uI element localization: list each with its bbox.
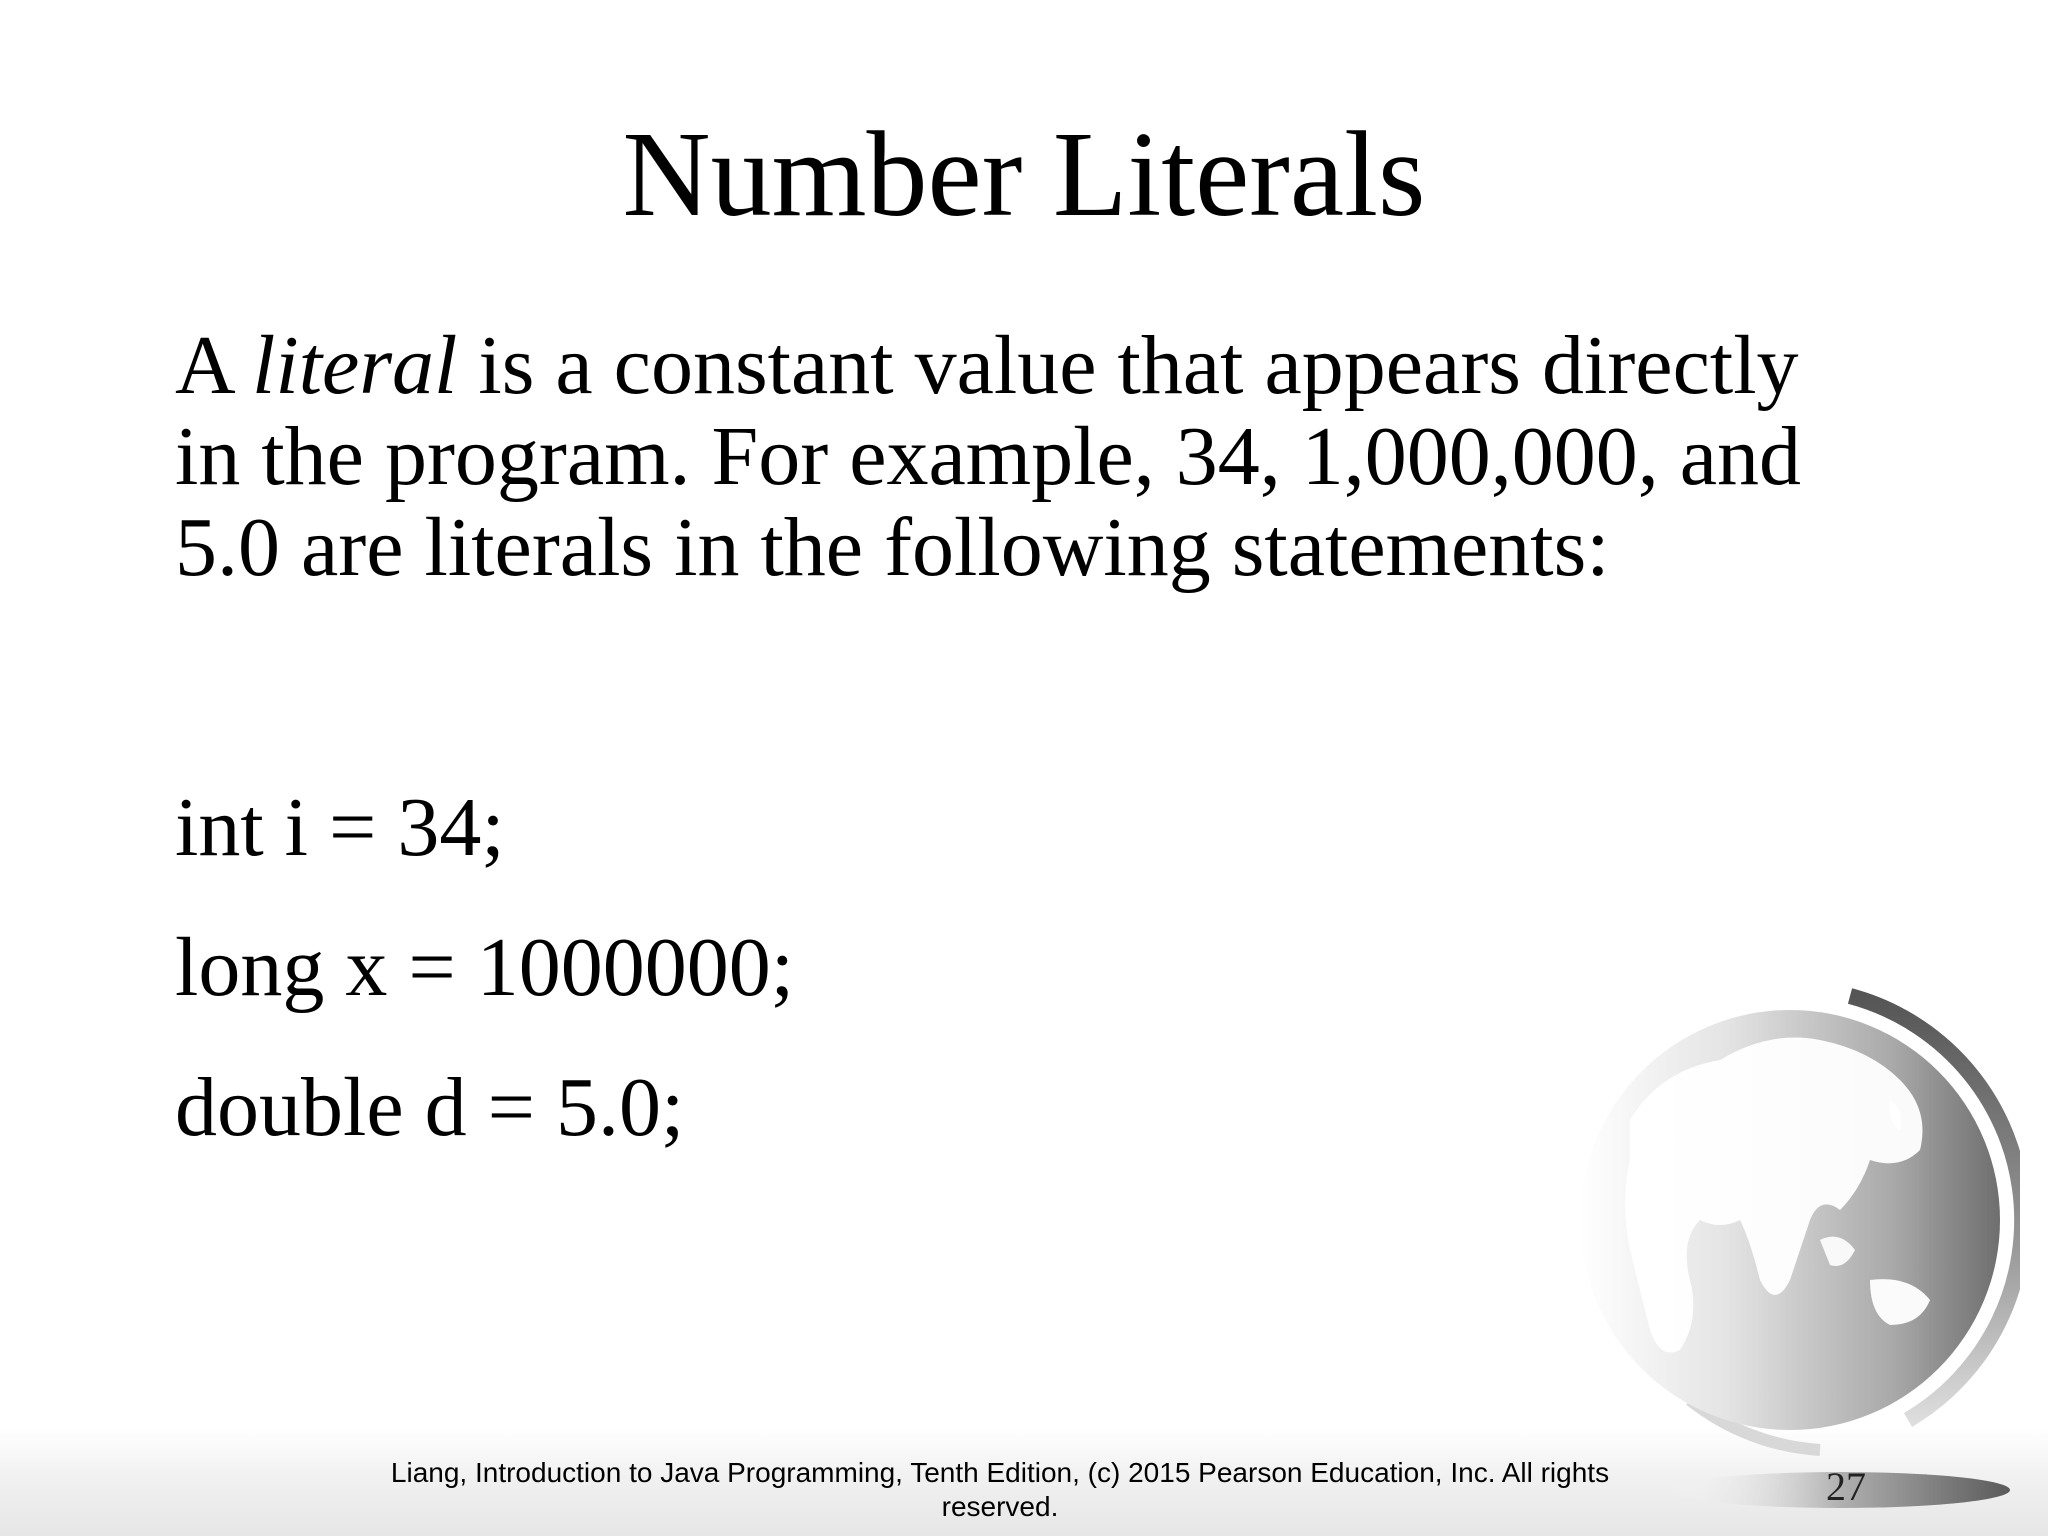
slide-title: Number Literals	[622, 107, 1426, 242]
code-line-double: double d = 5.0;	[175, 1061, 685, 1154]
code-line-long: long x = 1000000;	[175, 921, 795, 1014]
code-line-int: int i = 34;	[175, 781, 505, 874]
intro-text-rest: is a constant value that appears directly in the program. For example, 34, 1,000,000, and 5.0 are literals in the following statements:	[175, 319, 1802, 594]
literal-term: literal	[252, 319, 458, 412]
footer-copyright: Liang, Introduction to Java Programming, Tenth Edition, (c) 2015 Pearson Education, Inc. All rights reserved.	[390, 1457, 1610, 1522]
globe-icon	[1570, 980, 2020, 1520]
intro-text-start: A	[175, 319, 253, 412]
intro-paragraph	[175, 320, 1875, 593]
page-number: 27	[1826, 1464, 1866, 1509]
